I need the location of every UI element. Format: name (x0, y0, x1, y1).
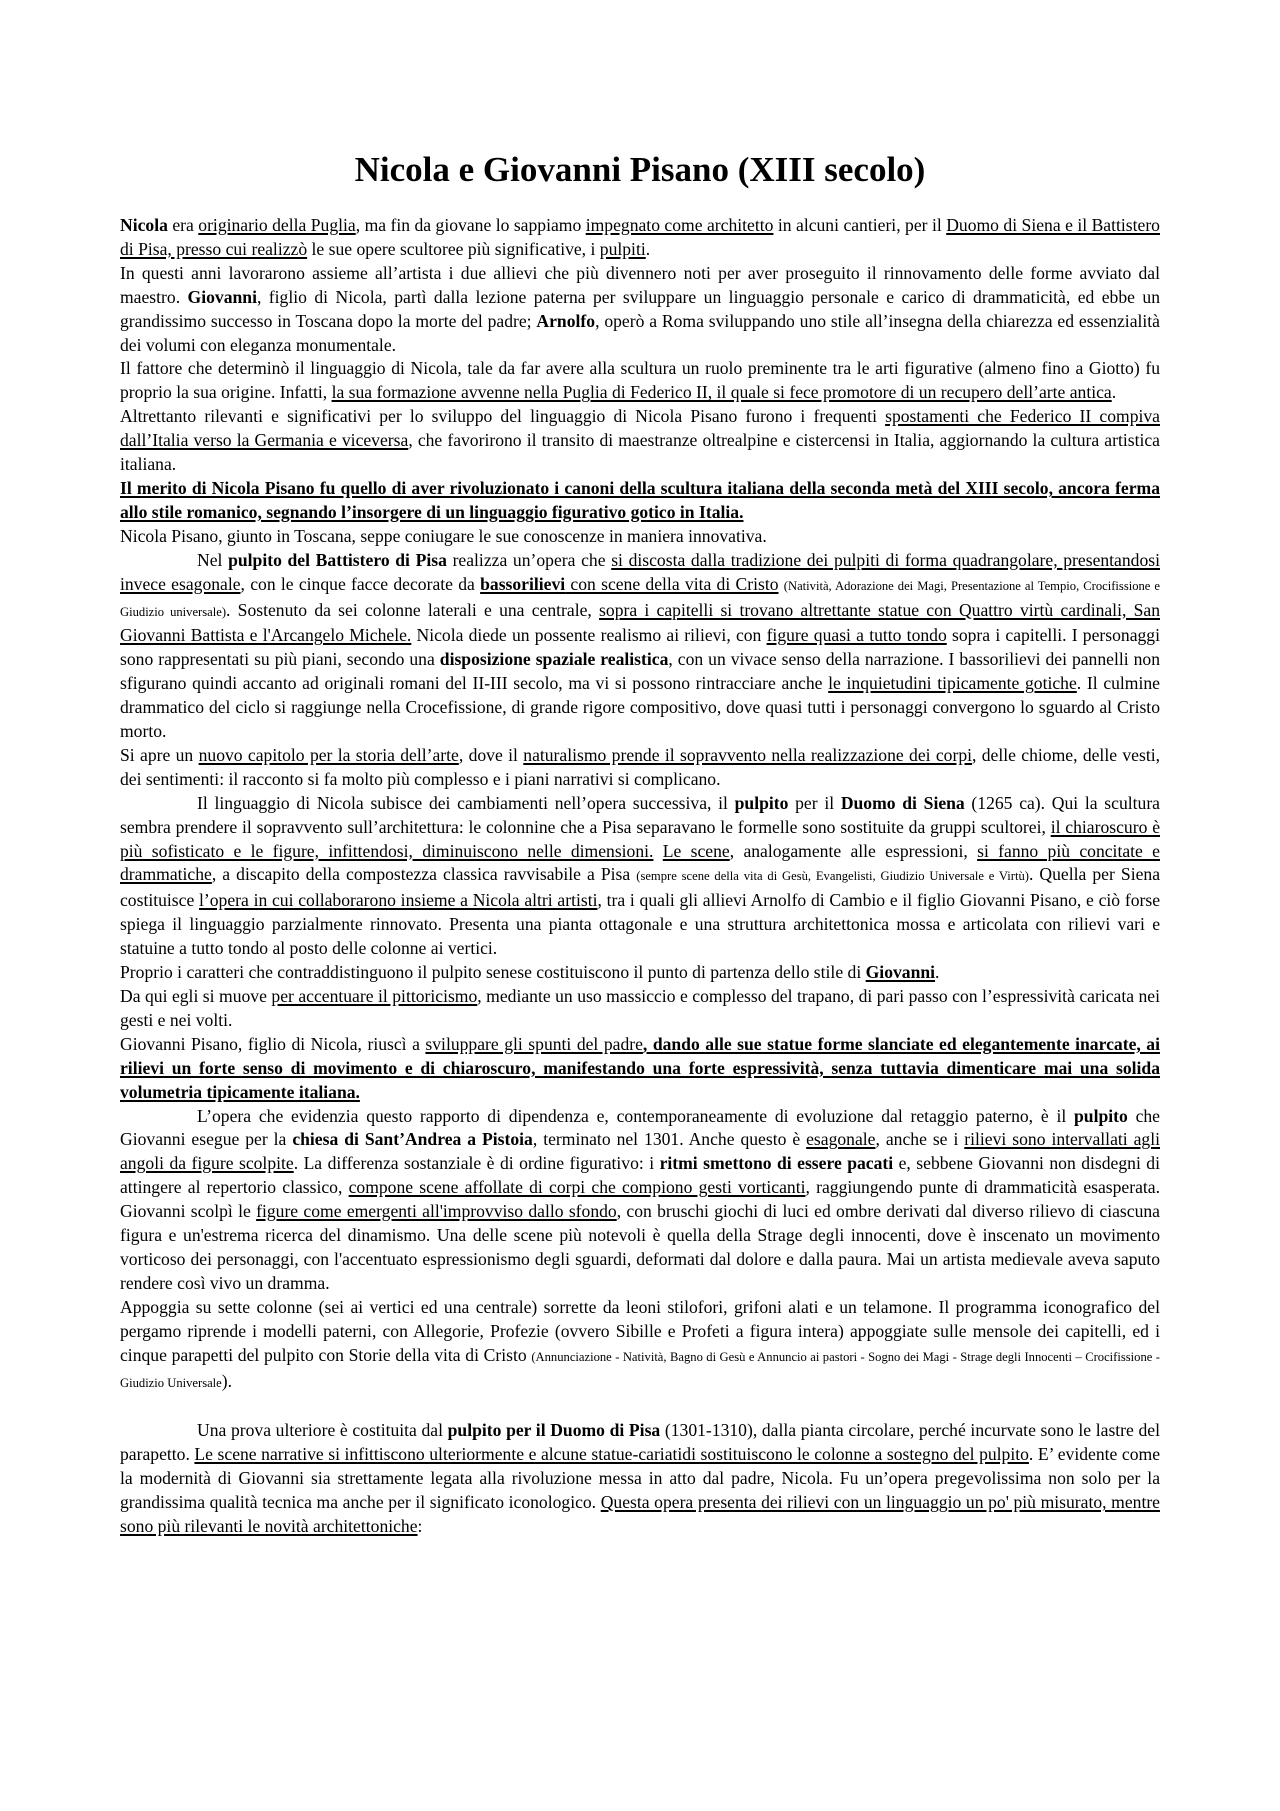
text-run: sviluppare gli spunti del padre (425, 1033, 643, 1054)
text-run: Il merito di Nicola Pisano fu quello di aver rivoluzionato i canoni della scultura italiana della seconda metà del XIII secolo, ancora ferma allo stile romanico, segnando l’insorgere di un linguaggio figurativo gotico in Italia. (120, 477, 1160, 522)
text-run: sopra i capitelli si trovano altrettante statue con Quattro virtù cardinali, San Giovanni Battista e l'Arcangelo Michele. (120, 599, 1161, 646)
text-run: . (1111, 382, 1117, 403)
text-run: . La differenza sostanziale è di ordine figurativo: i (293, 1153, 660, 1174)
text-run: , con bruschi giochi di luci ed ombre derivati dal diverso rilievo di ciascuna figura e un'estrema ricerca del dinamismo. Una delle scene più notevoli è quella della Strage degli innocenti, dove è inscenato un movimento vorticoso dei personaggi, con l'accentuato espressionismo degli sguardi, deformati dal dolore e dalla paura. Mai un artista medievale aveva saputo rendere così vivo un dramma. (120, 1201, 1160, 1293)
text-run: Le scene narrative si infittiscono ulteriormente e alcune statue-cariatidi sostituiscono le colonne a sostegno del pulpito (194, 1444, 1029, 1465)
page-title: Nicola e Giovanni Pisano (XIII secolo) (354, 150, 926, 189)
text-run: . (645, 238, 651, 259)
text-run: . Sostenuto da sei colonne laterali e una centrale, (226, 599, 600, 620)
text-run: Una prova ulteriore è costituita dal (197, 1420, 448, 1441)
text-run: In questi anni lavorarono assieme all’artista i due allievi che più divennero noti per aver proseguito il rinnovamento delle forme avviato dal maestro. (120, 262, 1160, 307)
paragraph (120, 1033, 1160, 1105)
text-run: Nicola (120, 215, 168, 235)
text-run: e, sebbene Giovanni non disdegni di attingere al repertorio classico, (120, 1153, 1160, 1198)
text-run: Si apre un (120, 744, 199, 765)
text-run: per accentuare il pittoricismo (271, 986, 478, 1006)
text-run: , analogamente alle espressioni, (729, 840, 978, 861)
text-run: , delle chiome, delle vesti, dei sentimenti: il racconto si fa molto più complesso e i piani narrativi si complicano. (120, 744, 1160, 789)
text-run: Le scene (662, 840, 730, 861)
paragraph (120, 744, 1160, 792)
text-run: Giovanni Pisano, figlio di Nicola, riuscì a (120, 1033, 426, 1054)
text-run: pulpito per il Duomo di Pisa (447, 1420, 661, 1441)
paragraph (120, 262, 1160, 358)
text-run: Nel (197, 549, 229, 570)
text-run: , raggiungendo punte di drammaticità esasperata. Giovanni scolpì le (120, 1177, 1160, 1222)
text-run: le inquietudini tipicamente gotiche (828, 673, 1077, 694)
text-run: Duomo di Siena (840, 792, 965, 813)
text-run: esagonale (806, 1129, 876, 1150)
text-run: Da qui egli si muove (120, 986, 272, 1006)
paragraph (120, 477, 1160, 525)
text-run: con scene della vita di Cristo (565, 573, 779, 594)
text-run: , con le cinque facce decorate da (240, 573, 481, 594)
text-run: (Annunciazione - Natività, Bagno di Gesù e Annuncio ai pastori - Sogno dei Magi - Strage degli Innocenti – Crocifissione - Giudizio Universale (120, 1349, 1160, 1390)
paragraph (120, 1419, 1160, 1539)
text-run: il chiaroscuro è più sofisticato e le figure, infittendosi, diminuiscono nelle dimensioni. (120, 816, 1161, 861)
paragraph (120, 549, 1160, 744)
text-run: (1265 ca). Qui la scultura sembra prendere il sopravvento sull’architettura: le colonnine che a Pisa separavano le formelle sono sostituite da gruppi scultorei, (120, 792, 1160, 837)
text-run: compone scene affollate di corpi che compiono gesti vorticanti (348, 1177, 806, 1198)
text-run: , che favorirono il transito di maestranze oltrealpine e cistercensi in Italia, aggiornando la cultura artistica italiana. (120, 430, 1160, 475)
text-run: Il linguaggio di Nicola subisce dei cambiamenti nell’opera successiva, il (197, 792, 735, 813)
paragraph (120, 1296, 1160, 1396)
text-run: , mediante un uso massiccio e complesso del trapano, di pari passo con l’espressività caricata nei gesti e nei volti. (120, 986, 1161, 1030)
text-run: Giovanni (187, 286, 257, 307)
text-run: figure quasi a tutto tondo (766, 625, 947, 646)
text-run: per il (788, 792, 841, 813)
text-run: l’opera in cui collaborarono insieme a Nicola altri artisti (199, 890, 598, 911)
text-run: ). (221, 1370, 233, 1391)
text-run: Nicola diede un possente realismo ai rilievi, con (411, 625, 767, 646)
paragraph (120, 1105, 1160, 1296)
text-run: disposizione spaziale realistica (439, 649, 669, 670)
text-run: nuovo capitolo per la storia dell’arte (198, 744, 459, 765)
text-run: figure come emergenti all'improvviso dallo sfondo (256, 1201, 617, 1222)
text-run: (sempre scene della vita di Gesù, Evangelisti, Giudizio Universale e Virtù) (636, 869, 1029, 884)
text-run: era (167, 215, 199, 235)
text-run: che Giovanni esegue per la (120, 1105, 1160, 1150)
text-run: , anche se i (875, 1129, 965, 1150)
text-run: : (417, 1516, 423, 1537)
document-body (120, 214, 1160, 1539)
text-run: la sua formazione avvenne nella Puglia di Federico II, il quale si fece promotore di un recupero dell’arte antica (331, 382, 1112, 403)
text-run: chiesa di Sant’Andrea a Pistoia (292, 1129, 533, 1150)
paragraph (120, 961, 1160, 985)
text-run: , a discapito della compostezza classica ravvisabile a Pisa (211, 864, 637, 885)
text-run: pulpito del Battistero di Pisa (228, 549, 447, 570)
text-run: L’opera che evidenzia questo rapporto di dipendenza e, contemporaneamente di evoluzione dal retaggio paterno, è il (197, 1105, 1074, 1126)
text-run: impegnato come architetto (585, 215, 774, 235)
text-run: , ma fin da giovane lo sappiamo (355, 215, 586, 235)
text-run (653, 841, 662, 861)
text-run: le sue opere scultoree più significative, i (307, 238, 600, 259)
text-run: sopra i capitelli. I personaggi sono rappresentati su più piani, secondo una (120, 625, 1160, 670)
text-run: ritmi smettono di essere pacati (659, 1153, 894, 1174)
text-run: si fanno più concitate e drammatiche (120, 840, 1160, 885)
text-run: rilievi sono intervallati agli angoli da figure scolpite (120, 1129, 1160, 1174)
paragraph (120, 985, 1160, 1033)
paragraph (120, 214, 1160, 262)
text-run: , figlio di Nicola, partì dalla lezione paterna per sviluppare un linguaggio personale e carico di drammaticità, ed ebbe un grandissimo successo in Toscana dopo la morte del padre; (120, 286, 1160, 331)
text-run: , operò a Roma sviluppando uno stile all’insegna della chiarezza ed essenzialità dei volumi con eleganza monumentale. (120, 310, 1160, 355)
text-run: Proprio i caratteri che contraddistinguono il pulpito senese costituiscono il punto di partenza dello stile di (120, 962, 866, 983)
text-run: Il fattore che determinò il linguaggio di Nicola, tale da far avere alla scultura un ruolo preminente tra le arti figurative (almeno fino a Giotto) fu proprio la sua origine. Infatti, (120, 358, 1160, 403)
text-run: . (935, 962, 940, 983)
paragraph (120, 405, 1160, 477)
text-run: (Natività, Adorazione dei Magi, Presentazione al Tempio, Crocifissione e Giudizio universale) (120, 578, 1161, 619)
text-run: Altrettanto rilevanti e significativi per lo sviluppo del linguaggio di Nicola Pisano furono i frequenti (120, 406, 886, 427)
text-run: Duomo di Siena e il Battistero di Pisa, presso cui realizzò (120, 215, 1160, 259)
text-run: , tra i quali gli allievi Arnolfo di Cambio e il figlio Giovanni Pisano, e ciò forse spiega il linguaggio parzialmente rinnovato. Presenta una pianta ottagonale e una struttura architettonica mossa e articolata con rilievi vari e statuine a tutto tondo al posto delle colonne ai vertici. (120, 890, 1161, 959)
text-run: , con un vivace senso della narrazione. I bassorilievi dei pannelli non sfigurano quindi accanto ad originali romani del II-III secolo, ma vi si possono rintracciare anche (120, 649, 1160, 694)
paragraph (120, 792, 1160, 961)
text-run: . Il culmine drammatico del ciclo si raggiunge nella Crocefissione, di grande rigore compositivo, dove quasi tutti i personaggi convergono lo sguardo al Cristo morto. (120, 673, 1160, 742)
text-run: pulpito (734, 792, 789, 813)
text-run: pulpito (1074, 1105, 1128, 1126)
text-run: Arnolfo (536, 310, 596, 331)
text-run: . Quella per Siena costituisce (120, 864, 1161, 911)
text-run: , dove il (458, 744, 524, 765)
text-run: Nicola Pisano, giunto in Toscana, seppe coniugare le sue conoscenze in maniera innovativa. (120, 525, 767, 546)
text-run: spostamenti che Federico II compiva dall’Italia verso la Germania e viceversa (120, 406, 1160, 451)
text-run: bassorilievi (480, 573, 566, 594)
text-run: , terminato nel 1301. Anche questo è (532, 1129, 807, 1150)
text-run: originario della Puglia (198, 215, 356, 235)
text-run: (1301-1310), dalla pianta circolare, perché incurvate sono le lastre del parapetto. (120, 1420, 1160, 1465)
text-run: in alcuni cantieri, per il (773, 215, 947, 235)
text-run: naturalismo prende il sopravvento nella realizzazione dei corpi (523, 744, 973, 765)
text-run: realizza un’opera che (446, 549, 612, 570)
text-run: Appoggia su sette colonne (sei ai vertici ed una centrale) sorrette da leoni stilofori, grifoni alati e un telamone. Il programma iconografico del pergamo riprende i modelli paterni, con Allegorie, Profezie (ovvero Sibille e Profeti a figura intera) appoggiate sulle mensole dei capitelli, ed i cinque parapetti del pulpito con Storie della vita di Cristo (120, 1296, 1160, 1365)
text-run: , dando alle sue statue forme slanciate ed elegantemente inarcate, ai rilievi un forte senso di movimento e di chiaroscuro, manifestando una forte espressività, senza tuttavia dimenticare mai una solida volumetria tipicamente italiana. (120, 1033, 1160, 1102)
text-run: Questa opera presenta dei rilievi con un linguaggio un po' più misurato, mentre sono più rilevanti le novità architettoniche (120, 1492, 1160, 1537)
text-run: pulpiti (599, 238, 646, 259)
paragraph (120, 357, 1160, 405)
text-run: . E’ evidente come la modernità di Giovanni sia strettamente legata alla rivoluzione messa in atto dal padre, Nicola. Fu un’opera pregevolissima non solo per la grandissima qualità tecnica ma anche per il significato iconologico. (120, 1444, 1161, 1513)
text-run: Giovanni (865, 962, 936, 983)
text-run: si discosta dalla tradizione dei pulpiti di forma quadrangolare, presentandosi invece esagonale (120, 549, 1160, 594)
paragraph (120, 525, 1160, 549)
